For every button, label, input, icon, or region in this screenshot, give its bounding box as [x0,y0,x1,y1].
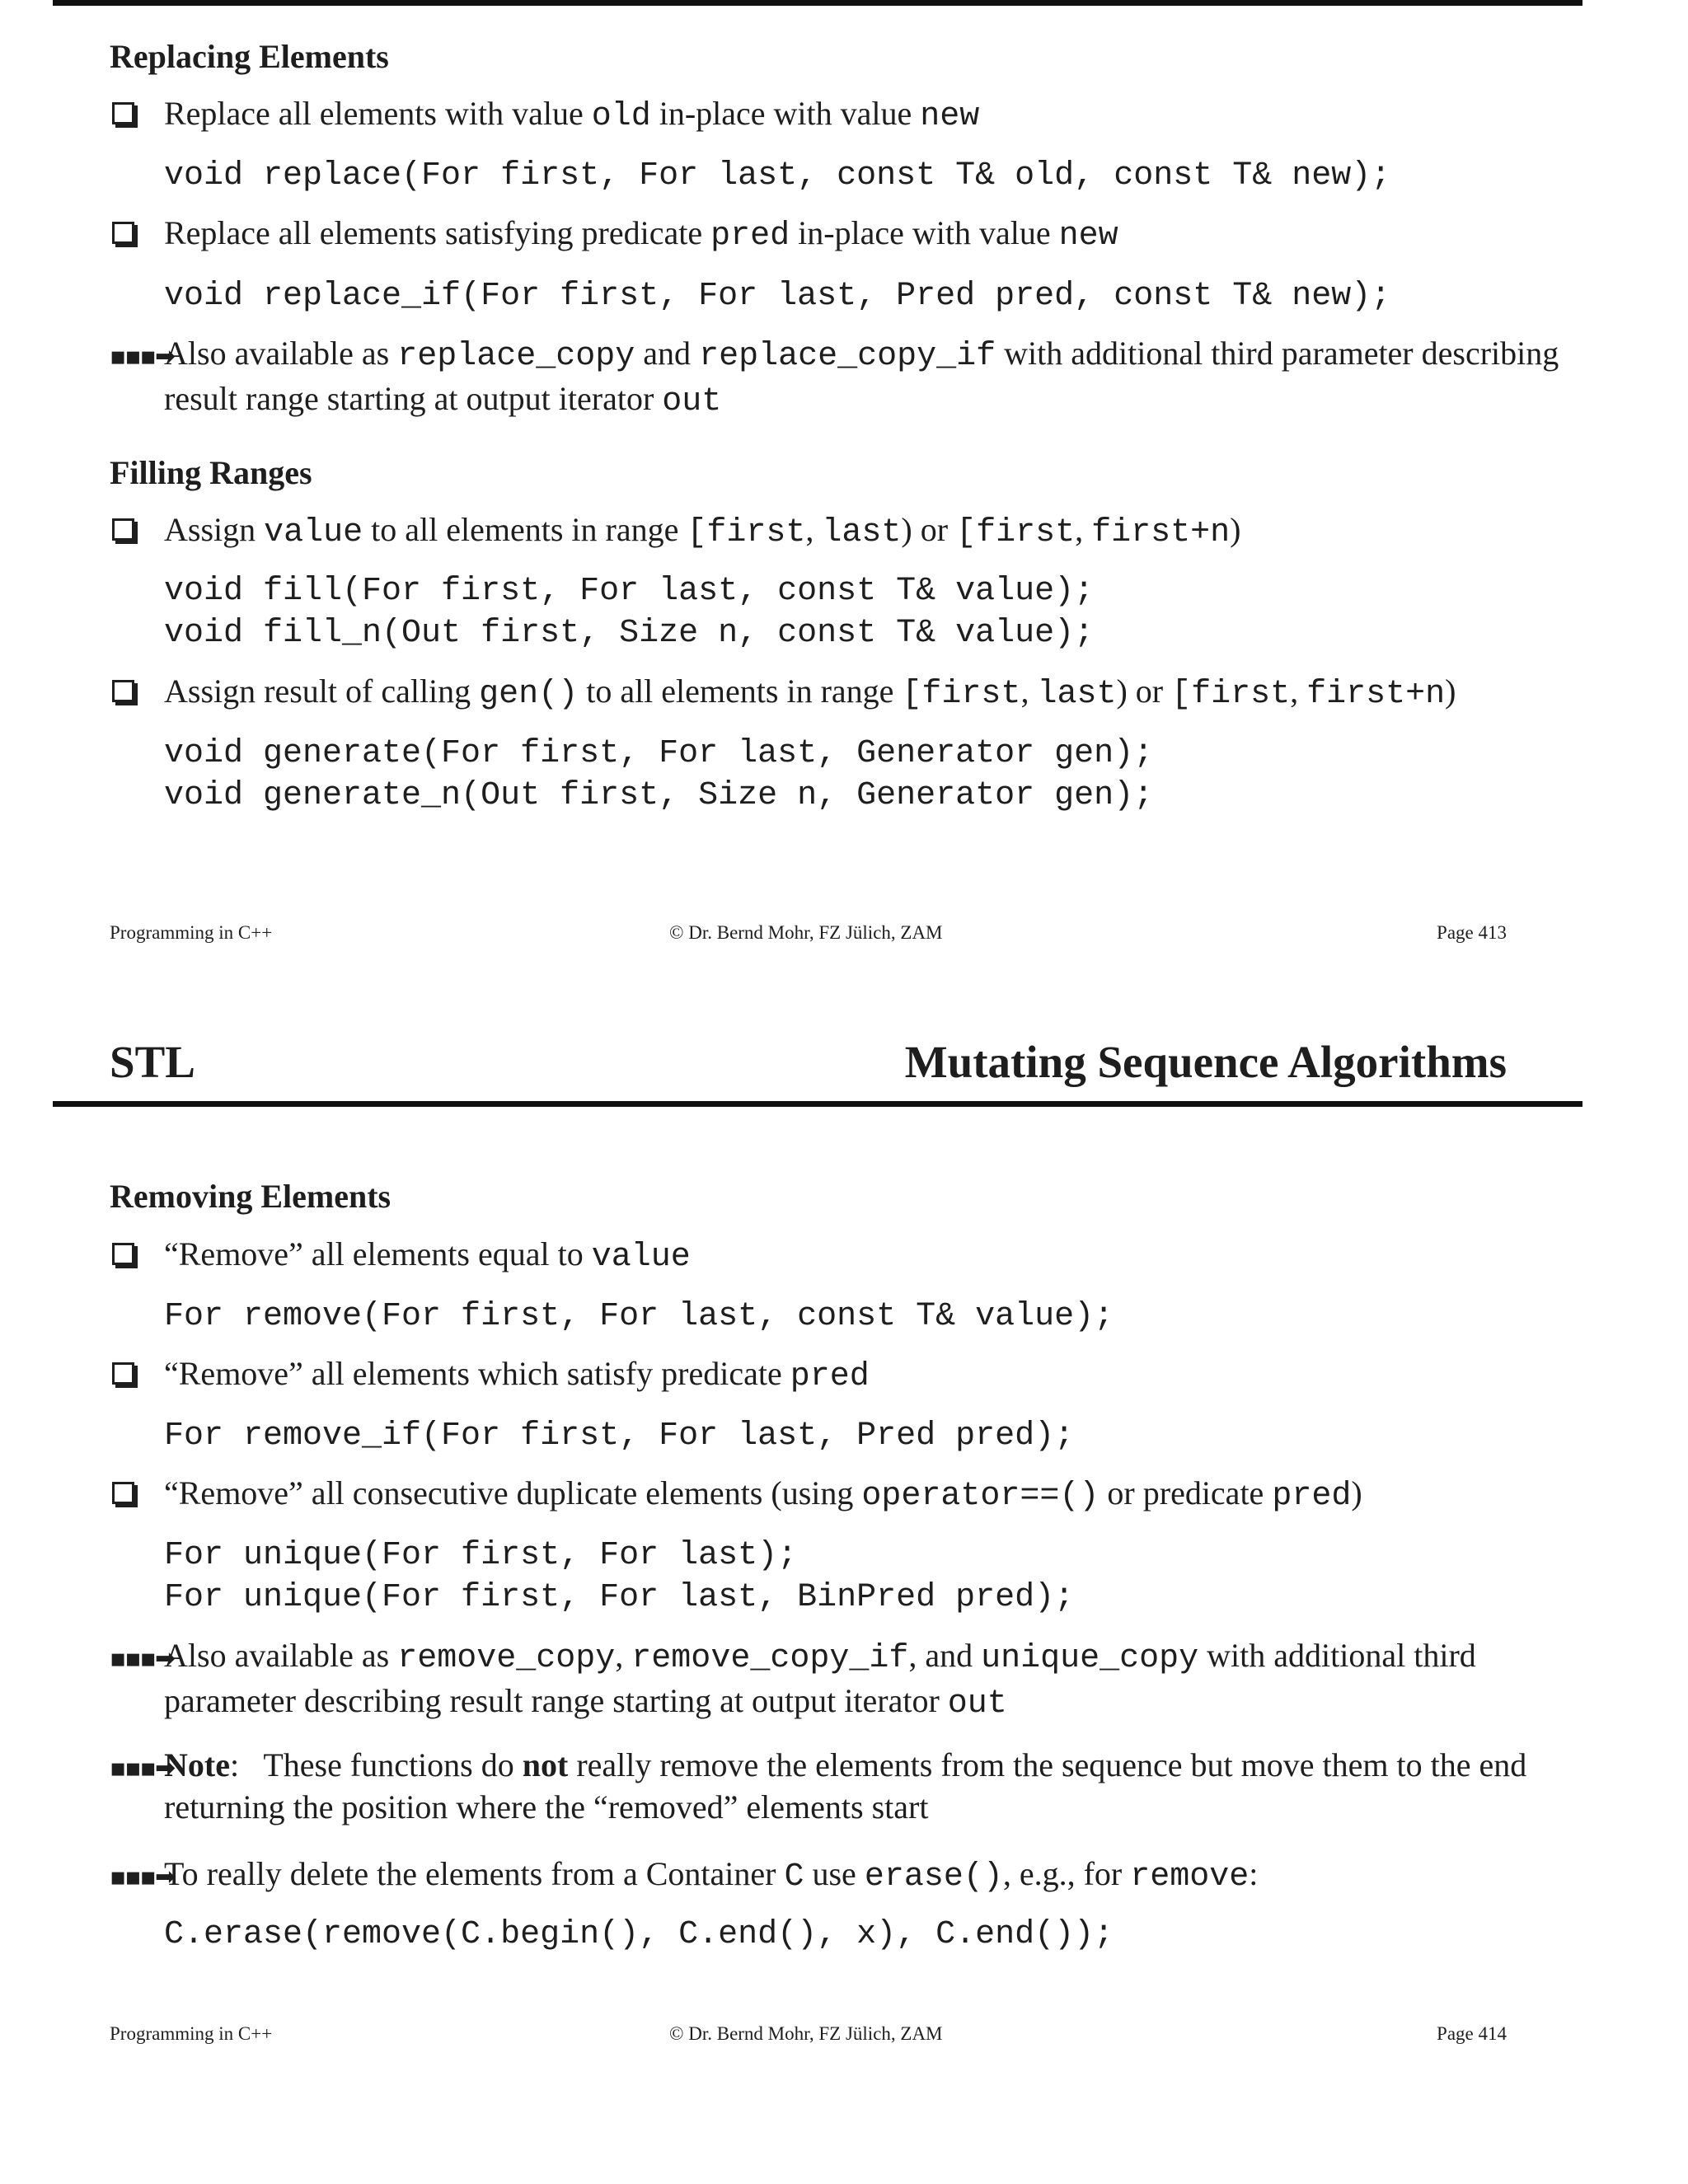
square-bullet-icon [110,92,162,134]
square-bullet-icon [110,509,162,551]
square-bullet-icon [110,1472,162,1514]
bullet-remove-if: “Remove” all elements which satisfy predicate pred [110,1352,1577,1398]
section-heading-filling: Filling Ranges [110,454,312,491]
square-bullet-icon [110,212,162,254]
square-bullet-icon [110,1233,162,1275]
bullet-unique: “Remove” all consecutive duplicate elements (using operator==() or predicate pred) [110,1472,1577,1517]
code-remove: For remove(For first, For last, const T& value); [164,1298,1114,1335]
square-bullet-icon [110,670,162,712]
arrow-bullet-icon: ▪▪▪➡ [110,1863,175,1891]
code-fill-n: void fill_n(Out first, Size n, const T& value); [164,615,1095,652]
bullet-replace-if: Replace all elements satisfying predicate pred in-place with value new [110,212,1577,257]
code-unique: For unique(For first, For last); [164,1537,798,1574]
bullet-remove: “Remove” all elements equal to value [110,1233,1577,1278]
arrow-bullet-icon: ▪▪▪➡ [110,1754,175,1783]
code-generate-n: void generate_n(Out first, Size n, Generator gen); [164,777,1154,814]
bullet-replace: Replace all elements with value old in-place with value new [110,92,1577,138]
square-bullet-icon [110,1352,162,1394]
footer-left: Programming in C++ [110,922,273,943]
bullet-fill: Assign value to all elements in range [first, last) or [first, first+n) [110,509,1577,554]
code-remove-if: For remove_if(For first, For last, Pred pred); [164,1418,1075,1455]
code-replace: void replace(For first, For last, const T& old, const T& new); [164,157,1391,194]
page-title: Mutating Sequence Algorithms [904,1037,1507,1087]
code-unique-pred: For unique(For first, For last, BinPred pred); [164,1579,1075,1616]
bullet-remove-copy-note: ▪▪▪➡ Also available as remove_copy, remove_copy_if, and unique_copy with additional third parameter describing result range starting at output iterator out [110,1634,1577,1725]
bullet-erase: ▪▪▪➡ To really delete the elements from a Container C use erase(), e.g., for remove: [110,1853,1577,1898]
footer-page-number: Page 414 [1437,2023,1507,2044]
header-rule [53,1101,1582,1107]
code-generate: void generate(For first, For last, Generator gen); [164,735,1154,772]
page-header-left: STL [110,1037,195,1087]
bullet-replace-copy-note: ▪▪▪➡ Also available as replace_copy and replace_copy_if with additional third parameter describing result range starting at output iterator out [110,332,1577,423]
section-heading-replacing: Replacing Elements [110,38,389,75]
top-rule [53,0,1582,6]
code-erase-remove: C.erase(remove(C.begin(), C.end(), x), C.end()); [164,1916,1114,1953]
code-fill: void fill(For first, For last, const T& value); [164,573,1095,610]
code-replace-if: void replace_if(For first, For last, Pred pred, const T& new); [164,278,1391,315]
footer-page-number: Page 413 [1437,922,1507,943]
footer-center: © Dr. Bernd Mohr, FZ Jülich, ZAM [669,2023,943,2044]
footer-center: © Dr. Bernd Mohr, FZ Jülich, ZAM [669,922,943,943]
footer-left: Programming in C++ [110,2023,273,2044]
arrow-bullet-icon: ▪▪▪➡ [110,1644,175,1673]
bullet-generate: Assign result of calling gen() to all elements in range [first, last) or [first, first+n) [110,670,1577,715]
bullet-note: ▪▪▪➡ Note: These functions do not really remove the elements from the sequence but move them to the end returning the position where the “removed” elements start [110,1744,1577,1828]
section-heading-removing: Removing Elements [110,1178,392,1215]
arrow-bullet-icon: ▪▪▪➡ [110,342,175,371]
